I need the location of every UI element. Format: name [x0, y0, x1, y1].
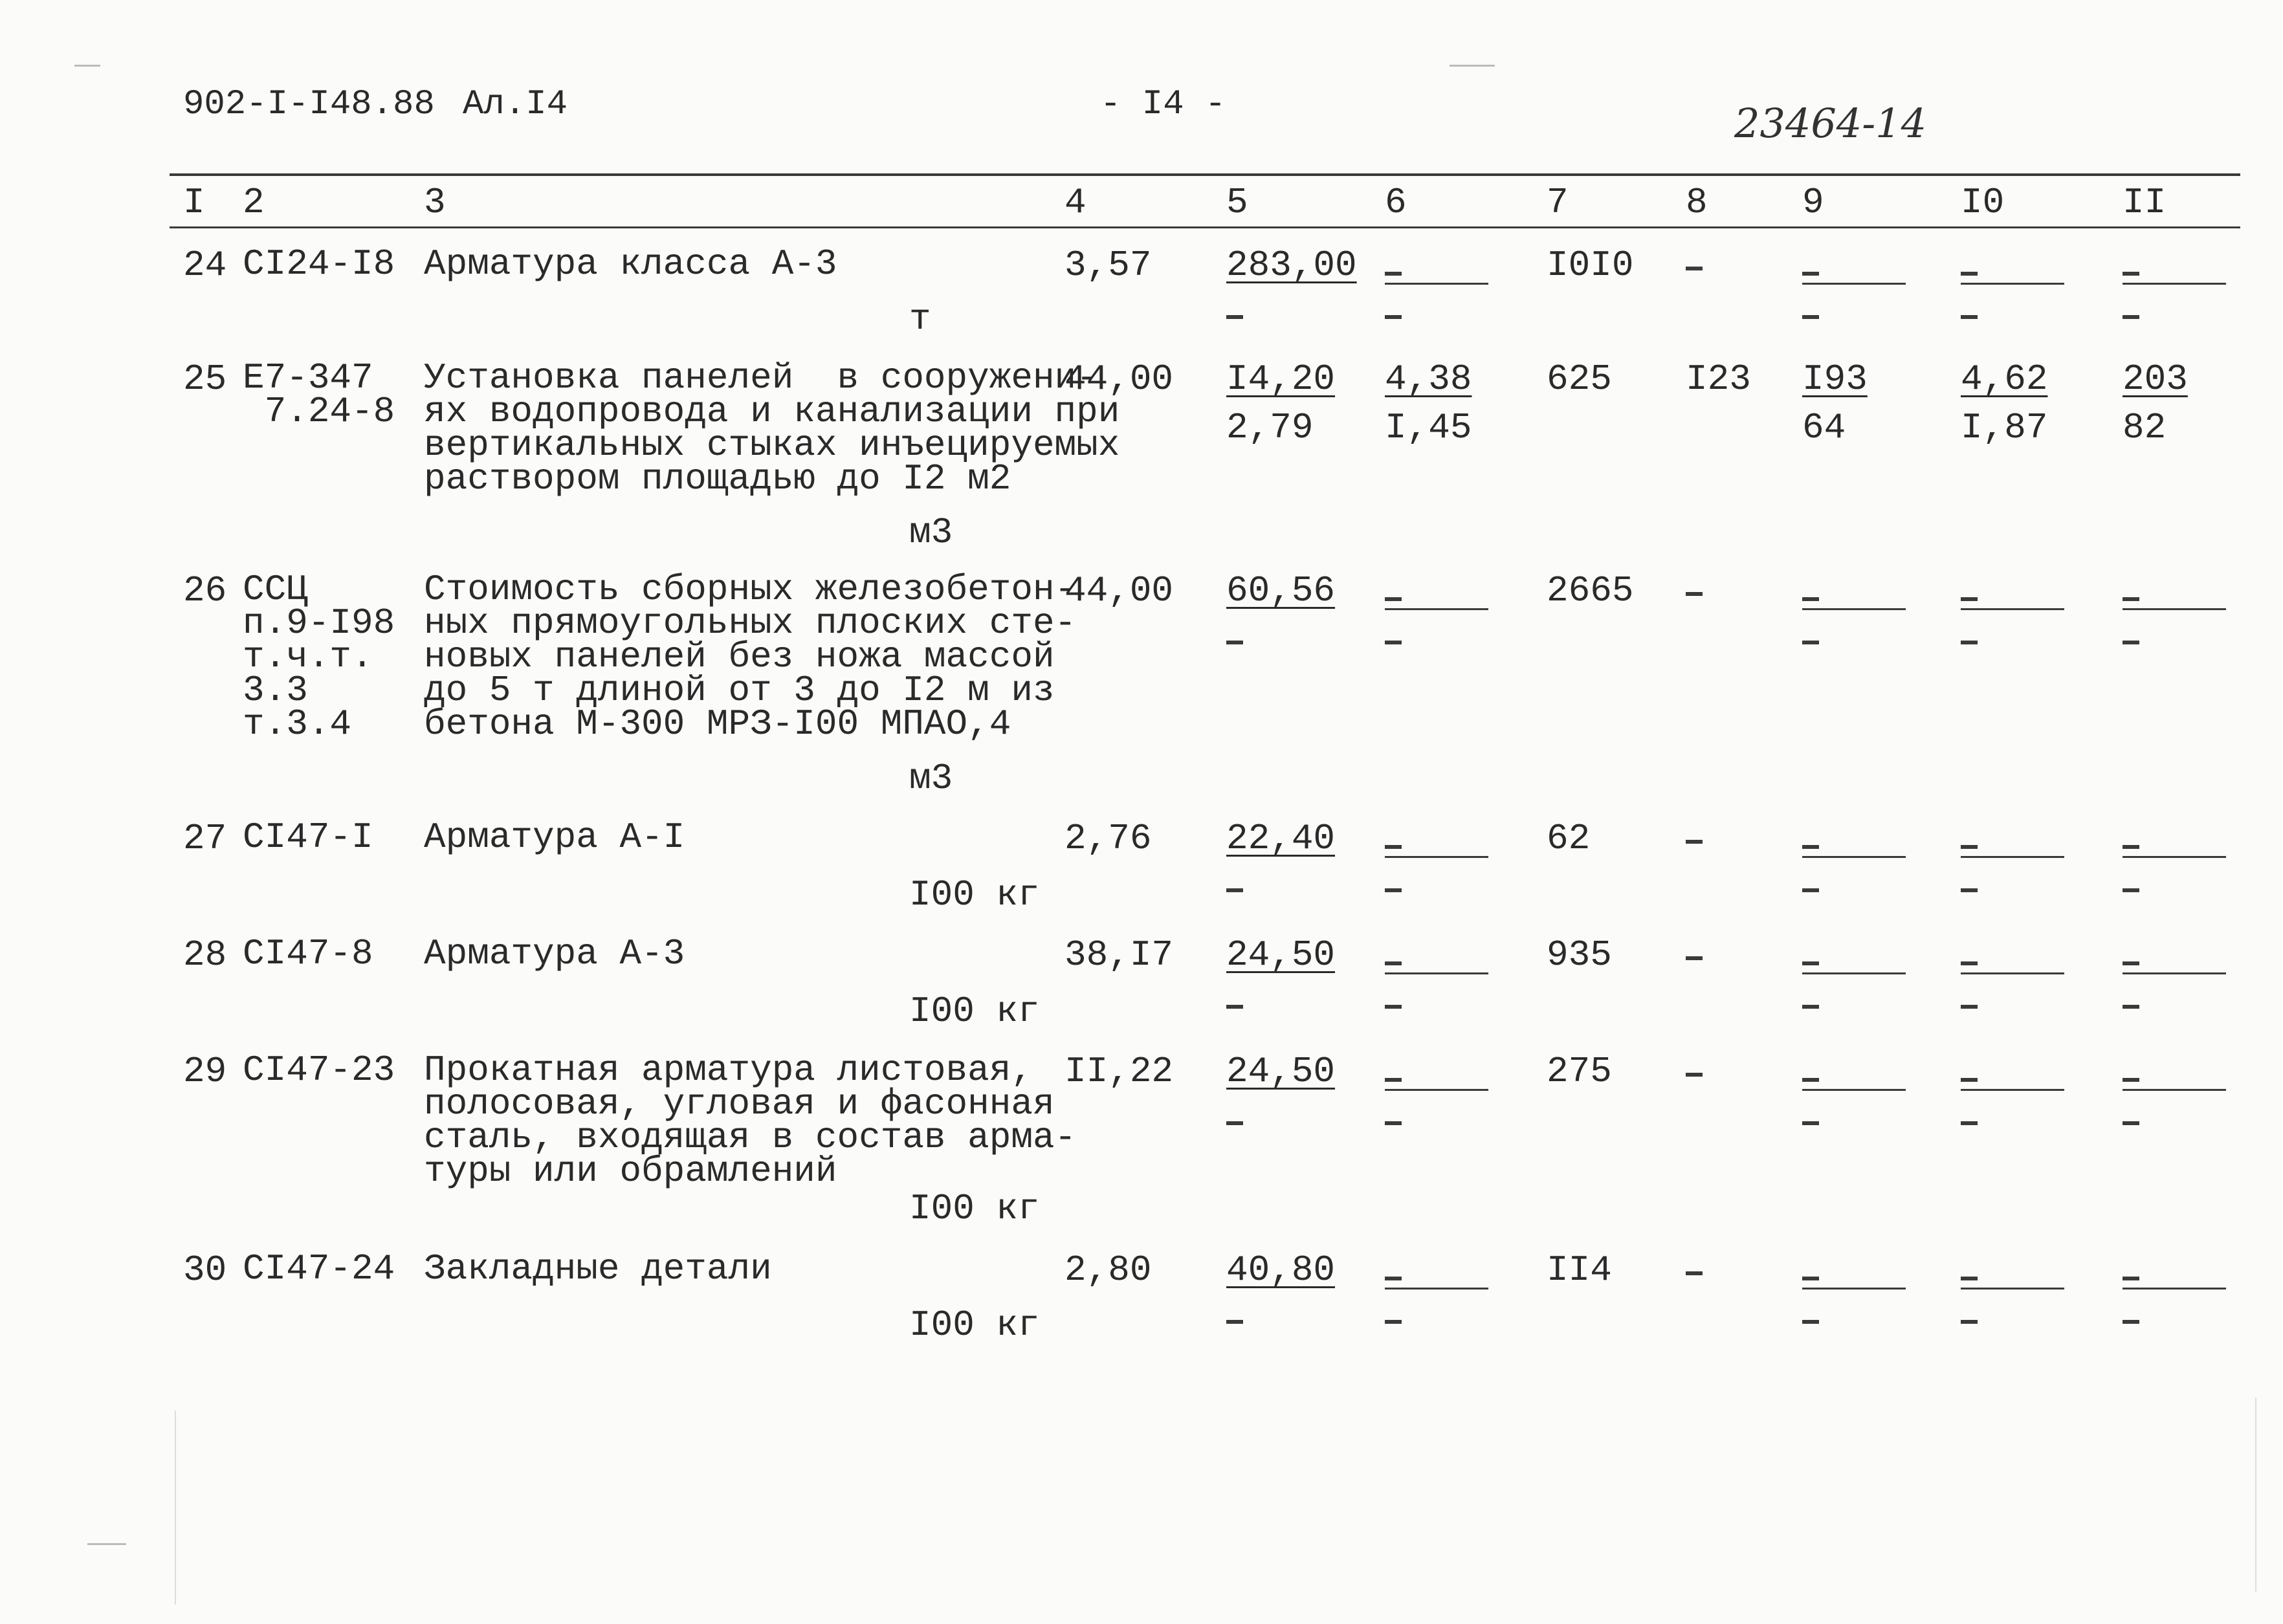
empty-mark [2123, 1121, 2139, 1125]
cell-rule [1961, 608, 2064, 610]
column-number: 9 [1802, 182, 1824, 223]
column-number: 5 [1226, 182, 1248, 223]
work-description: Закладные детали [424, 1248, 772, 1289]
cell-c5-top: 40,80 [1226, 1249, 1336, 1291]
cell-c10-bottom: I,87 [1961, 407, 2048, 448]
cell-rule [1961, 1089, 2064, 1091]
cell-rule [1385, 856, 1488, 858]
column-number: II [2123, 182, 2167, 223]
column-number: 2 [243, 182, 265, 223]
unit-of-measure: I00 кг [909, 1304, 1040, 1346]
quantity: 44,00 [1064, 358, 1174, 400]
empty-mark [1961, 1277, 1978, 1280]
column-number: 7 [1547, 182, 1569, 223]
cell-rule [2123, 972, 2226, 974]
empty-mark [1385, 888, 1402, 892]
row-number: 25 [183, 358, 227, 400]
cell-rule [1385, 1288, 1488, 1289]
header-bottom-rule [170, 226, 2240, 228]
cell-c5-top: 24,50 [1226, 1051, 1336, 1092]
empty-mark [1961, 1005, 1978, 1009]
empty-mark [1961, 961, 1978, 965]
scan-speck [1450, 65, 1495, 67]
cell-rule [2123, 1089, 2226, 1091]
cell-c5-top: 24,50 [1226, 934, 1336, 976]
rate-code: CI47-24 [243, 1248, 395, 1289]
total-cost: 2665 [1547, 570, 1634, 611]
table-top-rule [170, 173, 2240, 176]
cell-rule [1961, 972, 2064, 974]
cell-c9-top: I93 [1802, 358, 1868, 400]
column-number: I0 [1961, 182, 2005, 223]
empty-mark [1385, 961, 1402, 965]
cell-rule [1802, 283, 1906, 285]
row-number: 26 [183, 570, 227, 611]
empty-mark [1686, 840, 1703, 844]
column-number: I [183, 182, 205, 223]
unit-of-measure: м3 [909, 758, 953, 799]
empty-mark [1385, 641, 1402, 644]
empty-mark [1226, 888, 1243, 892]
empty-mark [1385, 597, 1402, 601]
row-number: 29 [183, 1051, 227, 1092]
cell-c6-bottom: I,45 [1385, 407, 1472, 448]
empty-mark [1961, 315, 1978, 319]
rate-code: CI47-8 [243, 933, 373, 974]
cell-rule [1385, 608, 1488, 610]
cell-rule [1385, 283, 1488, 285]
work-description: Установка панелей в сооружени- ях водопровода и канализации при вертикальных стыках инъецируемых раствором площадью до I2 м2 [424, 357, 1120, 499]
empty-mark [1385, 1121, 1402, 1125]
quantity: 3,57 [1064, 245, 1152, 286]
empty-mark [1686, 592, 1703, 596]
empty-mark [1961, 272, 1978, 276]
document-code: 902-I-I48.88 [183, 85, 435, 124]
empty-mark [1385, 315, 1402, 319]
rate-code: CI24-I8 [243, 243, 395, 285]
quantity: 44,00 [1064, 570, 1174, 611]
empty-mark [2123, 845, 2139, 849]
empty-mark [2123, 1005, 2139, 1009]
empty-mark [2123, 961, 2139, 965]
empty-mark [1802, 845, 1819, 849]
cell-rule [1961, 1288, 2064, 1289]
total-cost: 625 [1547, 358, 1612, 400]
empty-mark [2123, 272, 2139, 276]
empty-mark [1802, 641, 1819, 644]
cell-rule [1802, 608, 1906, 610]
total-cost: 275 [1547, 1051, 1612, 1092]
sheet-number: Ал.I4 [463, 85, 568, 124]
empty-mark [1686, 1271, 1703, 1275]
cell-c5-bottom: 2,79 [1226, 407, 1314, 448]
cell-rule [2123, 283, 2226, 285]
cell-rule [1961, 856, 2064, 858]
page-number: - I4 - [1100, 85, 1226, 124]
cell-rule [1802, 1288, 1906, 1289]
cell-c5-top: I4,20 [1226, 358, 1336, 400]
empty-mark [2123, 1277, 2139, 1280]
empty-mark [1802, 888, 1819, 892]
empty-mark [1802, 1320, 1819, 1324]
empty-mark [1802, 315, 1819, 319]
empty-mark [1802, 272, 1819, 276]
row-number: 28 [183, 934, 227, 976]
column-number: 8 [1686, 182, 1708, 223]
cell-rule [1802, 856, 1906, 858]
cell-rule [2123, 1288, 2226, 1289]
cell-c11-top: 203 [2123, 358, 2188, 400]
quantity: 2,80 [1064, 1249, 1152, 1291]
empty-mark [1802, 1005, 1819, 1009]
empty-mark [1385, 1277, 1402, 1280]
empty-mark [2123, 315, 2139, 319]
cell-rule [1385, 1089, 1488, 1091]
empty-mark [1226, 1121, 1243, 1125]
rate-code: ССЦ п.9-I98 т.ч.т. 3.3 т.3.4 [243, 569, 395, 745]
cell-c5-top: 22,40 [1226, 818, 1336, 859]
row-number: 30 [183, 1249, 227, 1291]
cell-rule [2123, 608, 2226, 610]
empty-mark [1802, 1078, 1819, 1082]
empty-mark [1961, 597, 1978, 601]
empty-mark [2123, 597, 2139, 601]
column-number: 3 [424, 182, 446, 223]
cell-rule [1802, 972, 1906, 974]
unit-of-measure: м3 [909, 512, 953, 553]
empty-mark [1961, 1320, 1978, 1324]
quantity: 38,I7 [1064, 934, 1174, 976]
work-description: Арматура А-3 [424, 933, 685, 974]
empty-mark [1226, 1320, 1243, 1324]
scan-speck [87, 1543, 126, 1545]
work-description: Арматура класса А-3 [424, 243, 837, 285]
empty-mark [1802, 597, 1819, 601]
scan-edge [2255, 1398, 2256, 1592]
empty-mark [2123, 1078, 2139, 1082]
archive-number: 23464-14 [1734, 100, 1927, 147]
empty-mark [1686, 956, 1703, 960]
rate-code: CI47-23 [243, 1049, 395, 1091]
empty-mark [1961, 641, 1978, 644]
cell-rule [1385, 972, 1488, 974]
total-cost: 935 [1547, 934, 1612, 976]
unit-of-measure: I00 кг [909, 991, 1040, 1032]
empty-mark [1385, 1320, 1402, 1324]
empty-mark [1226, 315, 1243, 319]
empty-mark [1385, 1005, 1402, 1009]
empty-mark [1802, 1277, 1819, 1280]
work-description: Стоимость сборных железобетон- ных прямоугольных плоских сте- новых панелей без ножа массой до 5 т длиной от 3 до I2 м из бетона М-300 МРЗ-I00 МПАО,4 [424, 569, 1077, 745]
empty-mark [1385, 845, 1402, 849]
row-number: 24 [183, 245, 227, 286]
unit-of-measure: I00 кг [909, 874, 1040, 916]
empty-mark [1961, 1121, 1978, 1125]
work-description: Прокатная арматура листовая, полосовая, угловая и фасонная сталь, входящая в состав арма- туры или обрамлений [424, 1049, 1077, 1192]
column-number: 4 [1064, 182, 1086, 223]
empty-mark [1961, 888, 1978, 892]
empty-mark [1961, 845, 1978, 849]
empty-mark [1226, 1005, 1243, 1009]
wages-cost: I23 [1686, 358, 1751, 400]
rate-code: CI47-I [243, 817, 373, 858]
empty-mark [2123, 1320, 2139, 1324]
empty-mark [1686, 267, 1703, 270]
empty-mark [1686, 1073, 1703, 1077]
empty-mark [2123, 888, 2139, 892]
column-number: 6 [1385, 182, 1407, 223]
cell-c9-bottom: 64 [1802, 407, 1846, 448]
quantity: II,22 [1064, 1051, 1174, 1092]
empty-mark [1385, 272, 1402, 276]
scan-edge [175, 1410, 176, 1605]
unit-of-measure: I00 кг [909, 1188, 1040, 1229]
total-cost: II4 [1547, 1249, 1612, 1291]
rate-code: Е7-347 7.24-8 [243, 357, 395, 432]
cell-c5-top: 283,00 [1226, 245, 1357, 286]
empty-mark [1385, 1078, 1402, 1082]
work-description: Арматура А-I [424, 817, 685, 858]
total-cost: 62 [1547, 818, 1591, 859]
empty-mark [1802, 961, 1819, 965]
empty-mark [2123, 641, 2139, 644]
total-cost: I0I0 [1547, 245, 1634, 286]
empty-mark [1802, 1121, 1819, 1125]
empty-mark [1226, 641, 1243, 644]
cell-rule [2123, 856, 2226, 858]
cell-rule [1802, 1089, 1906, 1091]
cell-c5-top: 60,56 [1226, 570, 1336, 611]
row-number: 27 [183, 818, 227, 859]
quantity: 2,76 [1064, 818, 1152, 859]
cell-c11-bottom: 82 [2123, 407, 2167, 448]
cell-c10-top: 4,62 [1961, 358, 2048, 400]
cell-c6-top: 4,38 [1385, 358, 1472, 400]
empty-mark [1961, 1078, 1978, 1082]
cell-rule [1961, 283, 2064, 285]
scan-speck [74, 65, 100, 67]
unit-of-measure: т [909, 298, 931, 340]
